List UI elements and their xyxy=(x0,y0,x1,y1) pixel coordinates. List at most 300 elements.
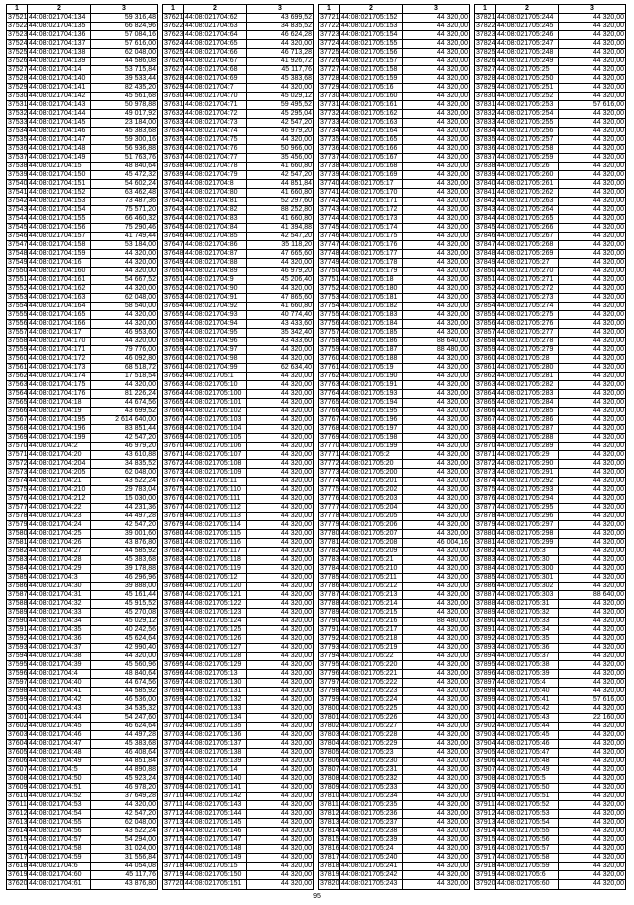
table-row xyxy=(163,863,313,872)
cadastral-value: 44 320,00 xyxy=(280,827,312,835)
row-number: 37703 xyxy=(164,731,184,739)
cadastral-number: 44:08:021705:178 xyxy=(340,259,403,267)
cadastral-number: 44:08:021705:56 xyxy=(496,836,559,844)
cadastral-value: 50 978,88 xyxy=(124,101,156,109)
row-number: 37834 xyxy=(476,127,496,135)
cadastral-value: 44 320,00 xyxy=(436,136,468,144)
row-number: 37638 xyxy=(164,162,184,170)
cadastral-number: 44:08:021705:171 xyxy=(340,198,403,206)
cadastral-value: 44 320,00 xyxy=(592,110,624,117)
cadastral-value: 44 320,00 xyxy=(592,398,624,406)
table-row xyxy=(7,145,157,154)
table-row xyxy=(319,705,469,714)
cadastral-number: 44:08:021705:161 xyxy=(340,101,403,109)
cadastral-number: 44:08:021705:176 xyxy=(340,241,403,249)
cadastral-value: 46 979,20 xyxy=(124,442,156,450)
cadastral-number: 44:08:021705:164 xyxy=(340,128,403,136)
row-number: 37735 xyxy=(320,136,340,144)
cadastral-number: 44:08:021704:90 xyxy=(184,285,247,293)
cadastral-value: 41 660,80 xyxy=(280,188,312,196)
table-row xyxy=(7,268,157,277)
row-number: 37820 xyxy=(320,880,340,888)
cadastral-number: 44:08:021705:57 xyxy=(496,845,559,853)
row-number: 37780 xyxy=(320,530,340,537)
row-number: 37876 xyxy=(476,495,496,502)
row-number: 37546 xyxy=(8,232,28,240)
cadastral-value: 75 290,46 xyxy=(124,223,156,231)
cadastral-number: 44:08:021705:123 xyxy=(184,609,247,617)
table-row xyxy=(163,443,313,452)
table-row xyxy=(7,40,157,49)
cadastral-number: 44:08:021705:185 xyxy=(340,329,403,337)
cadastral-value: 39 001,60 xyxy=(124,530,156,537)
table-row xyxy=(163,171,313,180)
cadastral-value: 44 320,00 xyxy=(436,757,468,765)
cadastral-value: 54 667,52 xyxy=(124,276,156,284)
cadastral-number: 44:08:021705:266 xyxy=(496,224,559,232)
table-row xyxy=(319,346,469,355)
table-row xyxy=(163,206,313,215)
row-number: 37553 xyxy=(8,293,28,301)
row-number: 37568 xyxy=(8,425,28,432)
table-row xyxy=(163,600,313,609)
row-number: 37766 xyxy=(320,407,340,415)
cadastral-number: 44:08:021705:20 xyxy=(340,460,403,468)
table-row xyxy=(7,766,157,775)
cadastral-value: 44 320,00 xyxy=(280,40,312,47)
row-number: 37897 xyxy=(476,678,496,686)
table-row xyxy=(163,66,313,75)
cadastral-number: 44:08:021704:173 xyxy=(28,364,91,372)
cadastral-value: 46 296,96 xyxy=(124,573,156,581)
table-row xyxy=(7,303,157,312)
cadastral-value: 44 320,00 xyxy=(436,775,468,782)
table-row xyxy=(475,259,625,268)
table-row xyxy=(319,101,469,110)
table-row xyxy=(163,101,313,110)
cadastral-value: 59 300,16 xyxy=(124,136,156,144)
cadastral-value: 46 004,16 xyxy=(436,538,468,546)
cadastral-value: 44 054,08 xyxy=(124,862,156,870)
cadastral-value: 88 640,00 xyxy=(436,337,468,345)
cadastral-number: 44:08:021704:147 xyxy=(28,136,91,144)
cadastral-value: 52 297,60 xyxy=(280,197,312,205)
row-number: 37602 xyxy=(8,722,28,730)
cadastral-value: 43 876,80 xyxy=(124,880,156,888)
cadastral-value: 44 320,00 xyxy=(280,731,312,739)
row-number: 37680 xyxy=(164,530,184,537)
cadastral-value: 44 320,00 xyxy=(592,83,624,91)
table-row xyxy=(319,198,469,207)
cadastral-value: 44 320,00 xyxy=(280,573,312,581)
cadastral-number: 44:08:021705:38 xyxy=(496,661,559,669)
cadastral-value: 39 533,44 xyxy=(124,75,156,82)
cadastral-number: 44:08:021705:264 xyxy=(496,206,559,214)
table-row xyxy=(319,163,469,172)
row-number: 37902 xyxy=(476,722,496,730)
cadastral-value: 42 547,20 xyxy=(124,810,156,817)
row-number: 37653 xyxy=(164,293,184,301)
cadastral-value: 44 320,00 xyxy=(592,346,624,354)
row-number: 37886 xyxy=(476,582,496,590)
row-number: 37527 xyxy=(8,66,28,74)
table-row xyxy=(163,215,313,224)
row-number: 37611 xyxy=(8,801,27,809)
cadastral-value: 44 320,00 xyxy=(280,258,312,266)
table-row xyxy=(7,154,157,163)
table-row xyxy=(7,521,157,530)
table-row xyxy=(475,871,625,880)
cadastral-value: 44 320,00 xyxy=(436,626,468,634)
row-number: 37720 xyxy=(164,880,184,888)
row-number: 37917 xyxy=(476,853,496,861)
cadastral-value: 44 320,00 xyxy=(280,416,312,424)
cadastral-value: 44 320,00 xyxy=(436,495,468,502)
cadastral-value: 44 320,00 xyxy=(280,538,312,546)
cadastral-number: 44:08:021704:210 xyxy=(28,486,91,494)
cadastral-value: 51 763,76 xyxy=(124,153,156,161)
cadastral-value: 44 320,00 xyxy=(592,442,624,450)
cadastral-value: 44 320,00 xyxy=(280,468,312,476)
row-number: 37825 xyxy=(476,48,496,56)
cadastral-value: 44 320,00 xyxy=(436,468,468,476)
table-row xyxy=(475,696,625,705)
table-row xyxy=(7,478,157,487)
row-number: 37592 xyxy=(8,635,28,642)
cadastral-number: 44:08:021705:114 xyxy=(184,521,247,529)
cadastral-number: 44:08:021705:59 xyxy=(496,863,559,871)
row-number: 37795 xyxy=(320,661,340,669)
cadastral-value: 22 160,00 xyxy=(592,713,624,721)
cadastral-value: 44 320,00 xyxy=(436,608,468,616)
row-number: 37643 xyxy=(164,206,184,214)
cadastral-number: 44:08:021704:22 xyxy=(28,504,91,512)
row-number: 37908 xyxy=(476,775,496,782)
cadastral-number: 44:08:021704:79 xyxy=(184,171,247,179)
cadastral-value: 44 320,00 xyxy=(436,512,468,520)
row-number: 37855 xyxy=(476,311,496,319)
row-number: 37781 xyxy=(320,538,340,546)
cadastral-value: 42 547,20 xyxy=(280,232,312,240)
cadastral-value: 44 320,00 xyxy=(280,810,312,817)
cadastral-value: 44 320,00 xyxy=(280,442,312,450)
row-number: 37686 xyxy=(164,582,184,590)
cadastral-number: 44:08:021705:170 xyxy=(340,189,403,197)
cadastral-value: 44 320,00 xyxy=(592,538,624,546)
cadastral-value: 42 547,20 xyxy=(124,433,156,441)
cadastral-value: 68 518,72 xyxy=(124,363,156,371)
cadastral-value: 2 614 640,00 xyxy=(115,416,156,424)
cadastral-number: 44:08:021705:231 xyxy=(340,766,403,774)
cadastral-value: 44 320,00 xyxy=(436,250,468,257)
cadastral-number: 44:08:021704:3 xyxy=(28,574,91,582)
row-number: 37561 xyxy=(8,363,28,371)
table-row xyxy=(475,250,625,259)
cadastral-value: 44 320,00 xyxy=(436,285,468,292)
row-number: 37709 xyxy=(164,783,184,791)
cadastral-number: 44:08:021704:56 xyxy=(28,828,91,836)
cadastral-number: 44:08:021704:2 xyxy=(28,443,91,451)
cadastral-value: 44 320,00 xyxy=(436,302,468,310)
cadastral-value: 57 616,00 xyxy=(592,101,624,109)
row-number: 37823 xyxy=(476,31,496,39)
cadastral-number: 44:08:021705:168 xyxy=(340,163,403,171)
cadastral-value: 44 320,00 xyxy=(436,390,468,397)
cadastral-number: 44:08:021705:154 xyxy=(340,31,403,39)
row-number: 37656 xyxy=(164,320,184,327)
cadastral-value: 44 320,00 xyxy=(436,801,468,809)
cadastral-value: 44 320,00 xyxy=(436,215,468,222)
cadastral-number: 44:08:021705:226 xyxy=(340,714,403,722)
table-row xyxy=(7,110,157,119)
cadastral-number: 44:08:021705:130 xyxy=(184,679,247,687)
table-row xyxy=(163,880,313,889)
cadastral-value: 44 320,00 xyxy=(280,845,312,852)
cadastral-number: 44:08:021705:133 xyxy=(184,705,247,713)
cadastral-number: 44:08:021705:156 xyxy=(340,49,403,57)
cadastral-value: 44 320,00 xyxy=(592,276,624,284)
table-row xyxy=(7,136,157,145)
row-number: 37817 xyxy=(320,853,340,861)
row-number: 37850 xyxy=(476,267,496,275)
row-number: 37733 xyxy=(320,118,340,126)
cadastral-value: 42 547,20 xyxy=(280,171,312,179)
row-number: 37864 xyxy=(476,390,496,397)
cadastral-value: 44 320,00 xyxy=(280,617,312,625)
table-row xyxy=(163,408,313,417)
cadastral-value: 44 320,00 xyxy=(436,153,468,161)
row-number: 37687 xyxy=(164,591,184,599)
table-row xyxy=(163,469,313,478)
cadastral-number: 44:08:021705:211 xyxy=(340,574,403,582)
cadastral-number: 44:08:021705:152 xyxy=(340,14,403,22)
table-row xyxy=(319,399,469,408)
row-number: 37835 xyxy=(476,136,496,144)
cadastral-number: 44:08:021704:76 xyxy=(184,145,247,153)
cadastral-number: 44:08:021705:149 xyxy=(184,854,247,862)
cadastral-value: 45 029,12 xyxy=(280,92,312,100)
table-row xyxy=(319,583,469,592)
row-number: 37744 xyxy=(320,215,340,222)
table-row xyxy=(163,854,313,863)
row-number: 37630 xyxy=(164,92,184,100)
cadastral-number: 44:08:021704:64 xyxy=(184,31,247,39)
table-row xyxy=(163,845,313,854)
row-number: 37599 xyxy=(8,696,28,704)
column-header: 1 xyxy=(163,5,184,13)
cadastral-value: 44 320,00 xyxy=(280,477,312,485)
table-row xyxy=(163,425,313,434)
cadastral-value: 44 320,00 xyxy=(436,416,468,424)
row-number: 37852 xyxy=(476,285,496,292)
cadastral-number: 44:08:021704:155 xyxy=(28,215,91,223)
row-number: 37612 xyxy=(8,810,28,817)
cadastral-value: 44 320,00 xyxy=(436,565,468,572)
table-row xyxy=(163,31,313,40)
cadastral-number: 44:08:021705:169 xyxy=(340,171,403,179)
cadastral-value: 44 320,00 xyxy=(436,267,468,275)
cadastral-number: 44:08:021704:16 xyxy=(28,259,91,267)
cadastral-number: 44:08:021705:122 xyxy=(184,600,247,608)
cadastral-number: 44:08:021705:303 xyxy=(496,591,559,599)
cadastral-value: 44 320,00 xyxy=(280,652,312,660)
table-row xyxy=(319,285,469,294)
cadastral-number: 44:08:021705:241 xyxy=(340,863,403,871)
cadastral-value: 44 320,00 xyxy=(436,582,468,590)
table-row xyxy=(319,880,469,889)
table-row xyxy=(7,696,157,705)
cadastral-number: 44:08:021704:165 xyxy=(28,311,91,319)
row-number: 37576 xyxy=(8,495,28,502)
cadastral-value: 44 320,00 xyxy=(280,398,312,406)
cadastral-number: 44:08:021704:19 xyxy=(28,408,91,416)
row-number: 37743 xyxy=(320,206,340,214)
table-row xyxy=(475,49,625,58)
cadastral-value: 44 320,00 xyxy=(436,460,468,467)
cadastral-number: 44:08:021704:48 xyxy=(28,749,91,757)
cadastral-number: 44:08:021705:22 xyxy=(340,653,403,661)
table-row xyxy=(163,329,313,338)
cadastral-number: 44:08:021705:16 xyxy=(340,84,403,92)
cadastral-number: 44:08:021704:138 xyxy=(28,49,91,57)
cadastral-value: 44 320,00 xyxy=(436,810,468,817)
row-number: 37637 xyxy=(164,153,184,161)
row-number: 37762 xyxy=(320,372,340,380)
cadastral-value: 44 320,00 xyxy=(280,556,312,564)
table-row xyxy=(475,766,625,775)
cadastral-value: 44 320,00 xyxy=(436,372,468,380)
cadastral-number: 44:08:021704:36 xyxy=(28,635,91,643)
column-header: 1 xyxy=(7,5,28,13)
cadastral-number: 44:08:021705:186 xyxy=(340,338,403,346)
table-row xyxy=(163,390,313,399)
row-number: 37707 xyxy=(164,766,184,774)
row-number: 37614 xyxy=(8,827,28,835)
cadastral-value: 44 320,00 xyxy=(436,110,468,117)
table-row xyxy=(475,145,625,154)
row-number: 37750 xyxy=(320,267,340,275)
cadastral-number: 44:08:021705:129 xyxy=(184,661,247,669)
cadastral-value: 66 460,32 xyxy=(124,215,156,222)
table-row xyxy=(7,163,157,172)
table-row xyxy=(163,364,313,373)
cadastral-number: 44:08:021704:162 xyxy=(28,285,91,293)
cadastral-value: 44 320,00 xyxy=(592,766,624,774)
row-number: 37634 xyxy=(164,127,184,135)
table-row xyxy=(7,583,157,592)
cadastral-value: 35 118,20 xyxy=(281,241,312,249)
cadastral-number: 44:08:021704:142 xyxy=(28,93,91,101)
cadastral-value: 45 383,68 xyxy=(124,127,156,135)
cadastral-value: 44 320,00 xyxy=(592,477,624,485)
table-row xyxy=(7,556,157,565)
row-number: 37828 xyxy=(476,75,496,82)
cadastral-value: 44 320,00 xyxy=(592,792,624,800)
table-row xyxy=(319,731,469,740)
row-number: 37730 xyxy=(320,92,340,100)
row-number: 37809 xyxy=(320,783,340,791)
cadastral-value: 44 320,00 xyxy=(592,285,624,292)
row-number: 37889 xyxy=(476,608,496,616)
table-row xyxy=(475,609,625,618)
table-row xyxy=(475,801,625,810)
table-row xyxy=(319,215,469,224)
cadastral-number: 44:08:021705:29 xyxy=(496,451,559,459)
cadastral-number: 44:08:021705:141 xyxy=(184,784,247,792)
cadastral-number: 44:08:021705:160 xyxy=(340,93,403,101)
cadastral-value: 44 320,00 xyxy=(280,687,312,695)
row-number: 37662 xyxy=(164,372,184,380)
cadastral-value: 44 320,00 xyxy=(592,687,624,695)
cadastral-value: 44 320,00 xyxy=(436,180,468,187)
cadastral-number: 44:08:021705:135 xyxy=(184,723,247,731)
cadastral-number: 44:08:021704:78 xyxy=(184,163,247,171)
table-header xyxy=(319,5,469,14)
cadastral-value: 41 660,80 xyxy=(280,162,312,170)
table-header xyxy=(475,5,625,14)
row-number: 37645 xyxy=(164,223,184,231)
table-row xyxy=(163,504,313,513)
row-number: 37688 xyxy=(164,600,184,607)
table-row xyxy=(7,504,157,513)
table-row xyxy=(7,49,157,58)
table-row xyxy=(475,548,625,557)
row-number: 37761 xyxy=(320,363,340,371)
cadastral-value: 44 320,00 xyxy=(436,748,468,756)
cadastral-value: 44 320,00 xyxy=(436,13,468,21)
cadastral-value: 44 320,00 xyxy=(124,652,156,660)
row-number: 37894 xyxy=(476,652,496,660)
cadastral-value: 44 320,00 xyxy=(592,206,624,214)
table-row xyxy=(319,180,469,189)
cadastral-number: 44:08:021704:157 xyxy=(28,233,91,241)
cadastral-value: 37 649,28 xyxy=(124,792,156,800)
row-number: 37751 xyxy=(320,276,340,284)
table-row xyxy=(163,49,313,58)
table-row xyxy=(163,84,313,93)
cadastral-number: 44:08:021705:300 xyxy=(496,565,559,573)
cadastral-number: 44:08:021705:208 xyxy=(340,539,403,547)
row-number: 37878 xyxy=(476,512,496,520)
cadastral-value: 88 480,00 xyxy=(436,617,468,625)
table-row xyxy=(475,670,625,679)
cadastral-value: 44 320,00 xyxy=(280,853,312,861)
cadastral-value: 45 383,68 xyxy=(124,740,156,747)
cadastral-number: 44:08:021705:11 xyxy=(184,478,247,486)
cadastral-number: 44:08:021704:70 xyxy=(184,93,247,101)
table-row xyxy=(163,381,313,390)
cadastral-number: 44:08:021705:30 xyxy=(496,556,559,564)
row-number: 37859 xyxy=(476,346,496,354)
cadastral-number: 44:08:021705:6 xyxy=(496,871,559,879)
table-row xyxy=(319,863,469,872)
cadastral-number: 44:08:021705:155 xyxy=(340,40,403,48)
cadastral-number: 44:08:021704:154 xyxy=(28,206,91,214)
cadastral-number: 44:08:021704:174 xyxy=(28,373,91,381)
cadastral-number: 44:08:021705:230 xyxy=(340,758,403,766)
table-row xyxy=(319,609,469,618)
row-number: 37551 xyxy=(8,276,28,284)
cadastral-number: 44:08:021704:82 xyxy=(184,206,247,214)
table-row xyxy=(7,311,157,320)
cadastral-number: 44:08:021705:113 xyxy=(184,513,247,521)
cadastral-value: 75 571,20 xyxy=(124,206,156,214)
cadastral-number: 44:08:021705:276 xyxy=(496,320,559,328)
cadastral-number: 44:08:021704:143 xyxy=(28,101,91,109)
table-row xyxy=(7,880,157,889)
table-row xyxy=(7,784,157,793)
cadastral-value: 45 161,44 xyxy=(124,591,156,599)
